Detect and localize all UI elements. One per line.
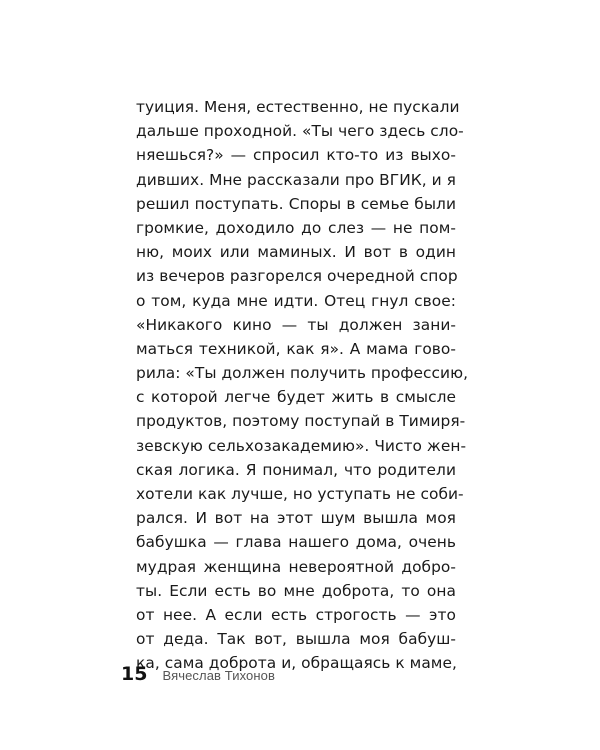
text-line: дивших. Мне рассказали про ВГИК, и я	[136, 170, 456, 189]
text-line: громкие, доходило до слез — не пом-	[136, 218, 456, 237]
text-line: из вечеров разгорелся очередной спор	[136, 267, 458, 286]
text-line: с которой легче будет жить в смысле	[136, 388, 456, 407]
text-line: бабушка — глава нашего дома, очень	[136, 533, 456, 552]
text-line: няешься?» — спросил кто-то из выхо-	[136, 146, 456, 165]
text-line: о том, куда мне идти. Отец гнул свое:	[136, 291, 456, 310]
text-line: ская логика. Я понимал, что родители	[136, 460, 456, 479]
text-line: «Никакого кино — ты должен зани-	[136, 315, 456, 334]
text-line: ка, сама доброта и, обращаясь к маме,	[136, 654, 457, 673]
text-line: мудрая женщина невероятной добро-	[136, 557, 456, 576]
text-line: хотели как лучше, но уступать не соби-	[136, 485, 464, 503]
text-line: продуктов, поэтому поступай в Тимиря-	[136, 412, 466, 431]
text-line: туиция. Меня, естественно, не пускали	[136, 98, 460, 116]
body-text	[136, 95, 469, 676]
page-footer	[121, 663, 275, 687]
text-line: рила: «Ты должен получить профессию,	[136, 364, 469, 383]
text-line: ты. Если есть во мне доброта, то она	[136, 581, 456, 600]
text-line: зевскую сельхозакадемию». Чисто жен-	[136, 436, 467, 455]
text-line: от деда. Так вот, вышла моя бабуш-	[136, 630, 456, 649]
text-line: решил поступать. Споры в семье были	[136, 194, 456, 213]
running-footer-author: Вячеслав Тихонов	[162, 668, 275, 683]
page-number: 15	[121, 663, 148, 685]
text-line: ню, моих или маминых. И вот в один	[136, 243, 456, 262]
text-line: маться техникой, как я». А мама гово-	[136, 339, 456, 358]
text-line: от нее. А если есть строгость — это	[136, 605, 456, 624]
text-line: рался. И вот на этот шум вышла моя	[136, 509, 456, 528]
text-line: дальше проходной. «Ты чего здесь сло-	[136, 122, 464, 141]
